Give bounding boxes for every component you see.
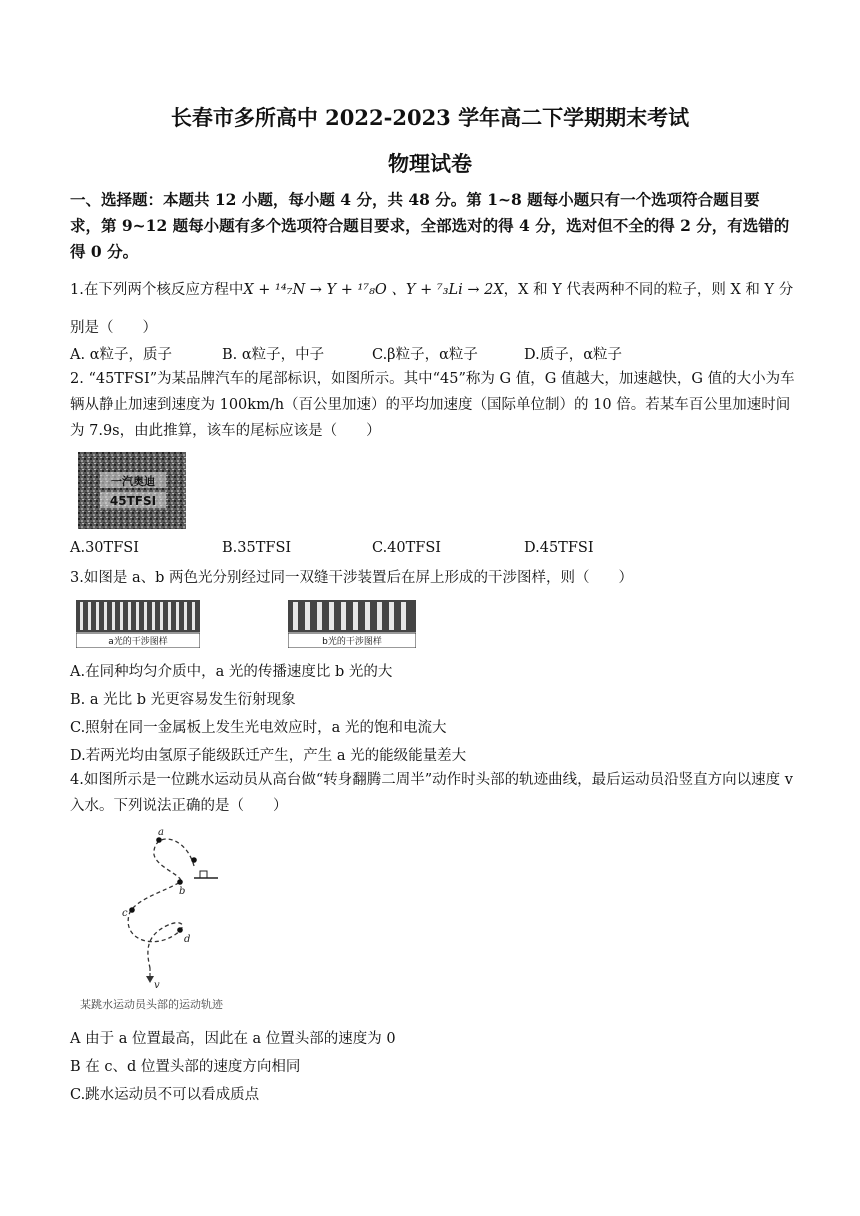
- q4-point-a: a: [158, 827, 164, 838]
- section-instructions: 一、选择题：本题共 12 小题，每小题 4 分，共 48 分。第 1~8 题每小题只有一个选项符合题目要求，第 9~12 题每小题有多个选项符合题目要求，全部选对的得 4 分，选对但不全的得 2 分，有选错的得 0 分。: [70, 190, 790, 261]
- question-1-equation: X + ¹⁴₇N → Y + ¹⁷₈O 、Y + ⁷₃Li → 2X: [243, 282, 504, 298]
- q2-badge-image: [78, 452, 186, 529]
- q2-option-d: D.45TFSI: [524, 540, 594, 556]
- q4-option-a: A 由于 a 位置最高，因此在 a 位置头部的速度为 0: [70, 1031, 396, 1047]
- q3-fringe-a-image: [76, 600, 200, 648]
- q2-option-b: B.35TFSI: [222, 540, 292, 556]
- question-4-stem: 4.如图所示是一位跳水运动员从高台做“转身翻腾二周半”动作时头部的轨迹曲线，最后运动员沿竖直方向以速度 v 入水。下列说法正确的是（ ）: [70, 772, 793, 814]
- q1-option-d: D.质子，α粒子: [524, 347, 623, 363]
- question-2-options: [70, 540, 795, 564]
- q2-badge-bottom-text: 45TFSI: [109, 494, 157, 508]
- question-3-stem: 3.如图是 a、b 两色光分别经过同一双缝干涉装置后在屏上形成的干涉图样，则（ ）: [70, 570, 633, 586]
- q4-point-d: d: [184, 934, 191, 945]
- q4-point-c: c: [122, 908, 128, 919]
- q4-option-c: C.跳水运动员不可以看成质点: [70, 1087, 260, 1103]
- question-1-stem-b: ，X 和 Y 代表两种不同的粒子，则 X 和 Y 分: [503, 282, 794, 298]
- q3-option-d: D.若两光均由氢原子能级跃迁产生，产生 a 光的能级能量差大: [70, 748, 467, 764]
- q4-trajectory-figure: [76, 826, 276, 1016]
- q1-option-c: C.β粒子，α粒子: [372, 347, 478, 363]
- q2-option-c: C.40TFSI: [372, 540, 442, 556]
- exam-title: 长春市多所高中 2022-2023 学年高二下学期期末考试: [170, 105, 690, 130]
- question-1-stem-c: 别是（ ）: [70, 320, 157, 336]
- q3-option-a: A.在同种均匀介质中，a 光的传播速度比 b 光的大: [70, 664, 393, 680]
- q3-label-b: b光的干涉图样: [322, 637, 382, 647]
- q4-point-b: b: [179, 886, 186, 897]
- q2-option-a: A.30TFSI: [70, 540, 139, 556]
- question-1-stem-a: 1.在下列两个核反应方程中: [70, 282, 244, 298]
- q2-badge-top-text: 一汽奥迪: [111, 475, 155, 488]
- q3-option-b: B. a 光比 b 光更容易发生衍射现象: [70, 692, 296, 708]
- q3-option-c: C.照射在同一金属板上发生光电效应时，a 光的饱和电流大: [70, 720, 447, 736]
- q3-fringe-b-image: [288, 600, 416, 648]
- q4-point-v: v: [154, 980, 160, 991]
- q4-option-b: B 在 c、d 位置头部的速度方向相同: [70, 1059, 301, 1075]
- question-1-stem: [70, 278, 793, 299]
- q3-label-a: a光的干涉图样: [108, 637, 168, 647]
- question-1-options: [70, 343, 795, 367]
- q1-option-a: A. α粒子，质子: [70, 347, 172, 363]
- exam-subtitle: 物理试卷: [388, 151, 472, 176]
- question-2-stem: 2. “45TFSI”为某品牌汽车的尾部标识，如图所示。其中“45”称为 G 值，G 值越大，加速越快，G 值的大小为车辆从静止加速到速度为 100km/h（百公里加速）的平均加速度（国际单位制）的 10 倍。若某车百公里加速时间为 7.9s，由此推算，该车的尾标应该是（ ）: [70, 371, 795, 439]
- q1-option-b: B. α粒子，中子: [222, 347, 325, 363]
- q4-figure-caption: 某跳水运动员头部的运动轨迹: [80, 998, 223, 1011]
